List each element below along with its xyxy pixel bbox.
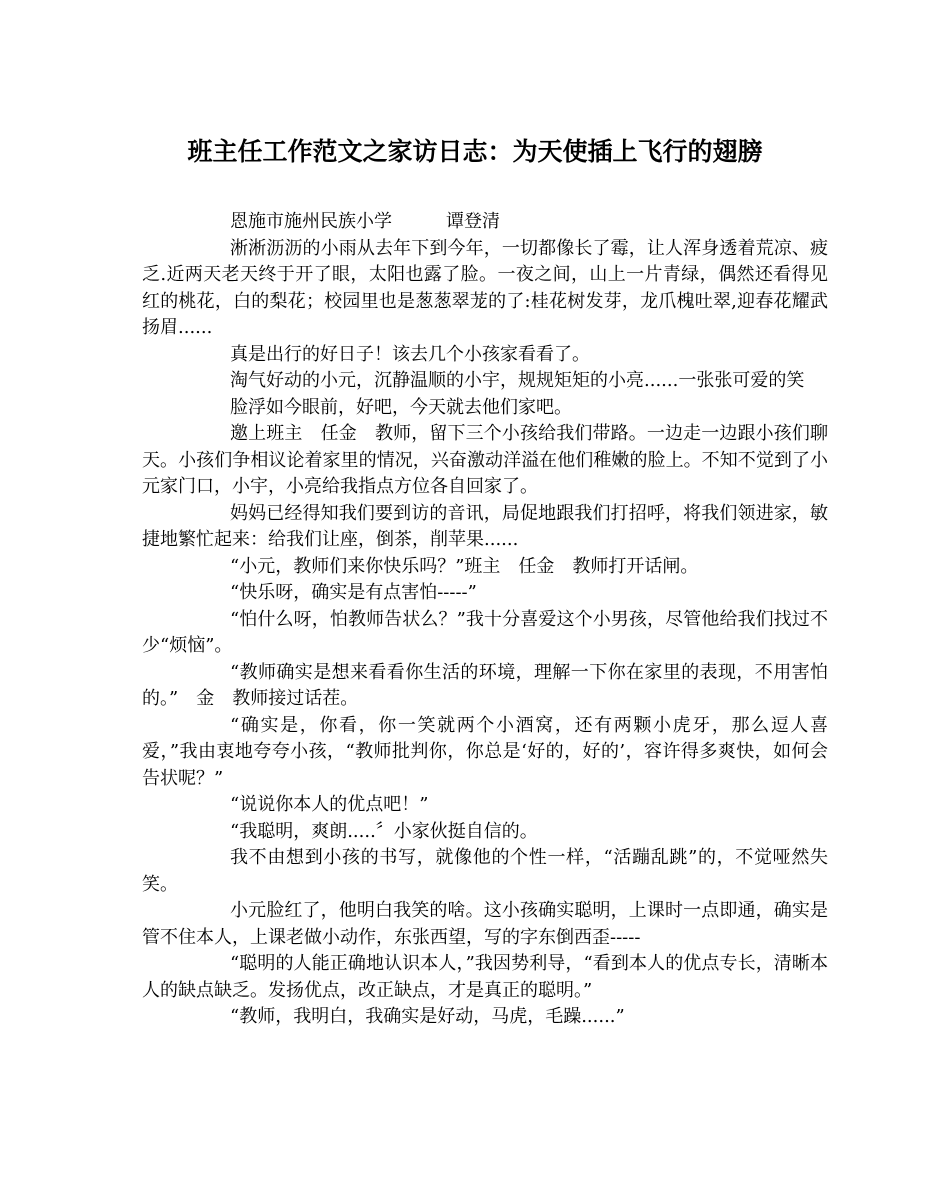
author-line: 恩施市施州民族小学 谭登清	[230, 211, 500, 232]
paragraph: “小元，教师们来你快乐吗？”班主 任金 教师打开话闸。	[230, 555, 699, 577]
paragraph: “确实是，你看，你一笑就两个小酒窝，还有两颗小虎牙，那么逗人喜爱，”我由衷地夸夸小孩，“教师批判你，你总是‘好的，好的’，容许得多爽快，如何会告状呢？”	[142, 714, 828, 789]
paragraph: 淅淅沥沥的小雨从去年下到今年，一切都像长了霉，让人浑身透着荒凉、疲乏.近两天老天终于开了眼，太阳也露了脸。一夜之间，山上一片青绿，偶然还看得见红的桃花，白的梨花；校园里也是葱葱翠茏的了:桂花树发芽，龙爪槐吐翠,迎春花耀武扬眉......	[142, 237, 828, 338]
paragraph: “快乐呀，确实是有点害怕-----”	[230, 582, 477, 603]
paragraph: 淘气好动的小元，沉静温顺的小宇，规规矩矩的小亮......一张张可爱的笑	[230, 370, 805, 391]
paragraph: “怕什么呀，怕教师告状么？”我十分喜爱这个小男孩，尽管他给我们找过不少“烦恼”。	[142, 608, 828, 656]
paragraph: 邀上班主 任金 教师，留下三个小孩给我们带路。一边走一边跟小孩们聊天。小孩们争相议论着家里的情况，兴奋激动洋溢在他们稚嫩的脸上。不知不觉到了小元家门口，小宇，小亮给我指点方位各自回家了。	[142, 423, 828, 497]
paragraph: 我不由想到小孩的书写，就像他的个性一样，“活蹦乱跳”的，不觉哑然失笑。	[142, 847, 828, 895]
paragraph: 真是出行的好日子！该去几个小孩家看看了。	[230, 343, 590, 365]
paragraph: 妈妈已经得知我们要到访的音讯，局促地跟我们打招呼，将我们领进家，敏捷地繁忙起来：给我们让座，倒茶，削苹果......	[142, 502, 828, 550]
paragraph: “教师，我明白，我确实是好动，马虎，毛躁......”	[230, 1006, 625, 1027]
paragraph: “说说你本人的优点吧！”	[230, 794, 429, 815]
document-body	[142, 209, 828, 1031]
document-title: 班主任工作范文之家访日志：为天使插上飞行的翅膀	[187, 137, 763, 166]
paragraph: “教师确实是想来看看你生活的环境，理解一下你在家里的表现，不用害怕的。” 金 教师接过话茬。	[142, 661, 828, 709]
paragraph: 脸浮如今眼前，好吧，今天就去他们家吧。	[230, 396, 572, 418]
paragraph: “我聪明，爽朗.....〞小家伙挺自信的。	[230, 820, 538, 842]
paragraph: “聪明的人能正确地认识本人，”我因势利导，“看到本人的优点专长，清晰本人的缺点缺乏。发扬优点，改正缺点，才是真正的聪明。”	[142, 953, 828, 1001]
paragraph: 小元脸红了，他明白我笑的啥。这小孩确实聪明，上课时一点即通，确实是管不住本人，上课老做小动作，东张西望，写的字东倒西歪-----	[142, 900, 828, 948]
